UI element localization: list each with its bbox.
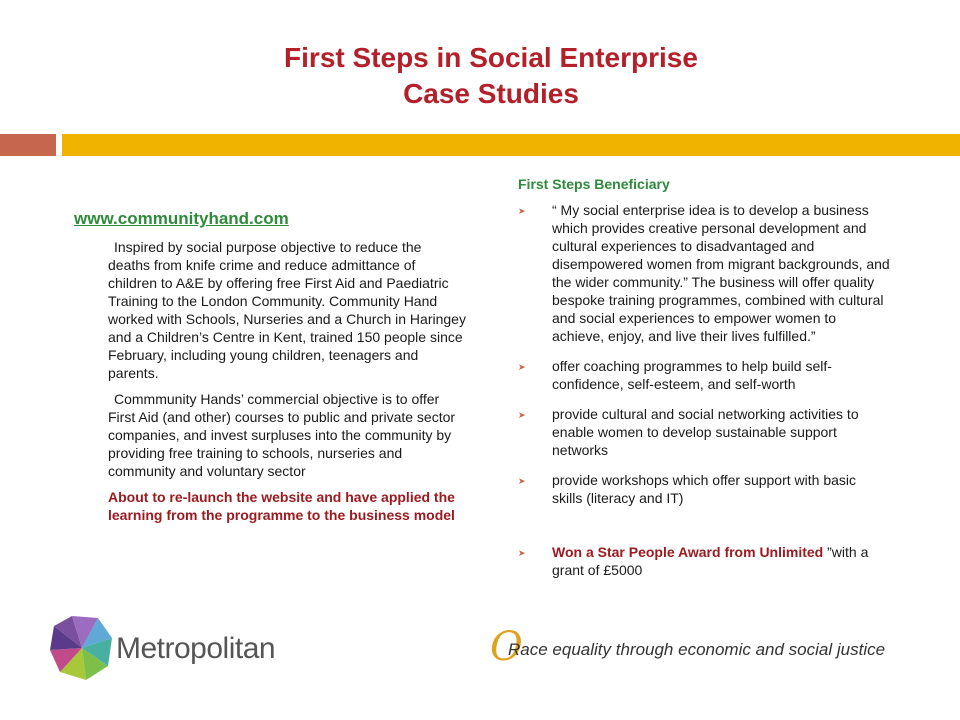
arrow-bullet-icon: ➤ xyxy=(518,362,526,372)
logo-mark: O xyxy=(490,624,523,670)
bullet-text: offer coaching programmes to help build self-confidence, self-esteem, and self-worth xyxy=(552,358,832,392)
website-link[interactable]: www.communityhand.com xyxy=(74,209,289,228)
paragraph-relaunch: About to re-launch the website and have applied the learning from the programme to the business model xyxy=(108,489,455,523)
award-text: Won a Star People Award from Unlimited xyxy=(552,544,824,560)
bullet-text: “ My social enterprise idea is to develop a business which provides creative personal development and cultural experiences to disadvantaged and disempowered women from migrant backgrounds, and the wider community.” The business will offer quality bespoke training programmes, combined with cultural and social experiences to empower women to achieve, enjoy, and live their lives fulfilled.” xyxy=(552,202,890,344)
title-line-2: Case Studies xyxy=(403,78,579,109)
title-line-1: First Steps in Social Enterprise xyxy=(284,42,698,73)
bullet-workshops xyxy=(518,471,890,507)
arrow-bullet-icon: ➤ xyxy=(518,476,526,486)
case-study-left xyxy=(74,210,466,524)
bullet-award xyxy=(518,543,890,579)
logo-slogan: Race equality through economic and social justice xyxy=(508,640,886,659)
race-equality-logo xyxy=(490,624,900,674)
slide-title xyxy=(0,40,960,112)
paragraph-social-purpose: Inspired by social purpose objective to reduce the deaths from knife crime and reduce admittance of children to A&E by offering free First Aid and Paediatric Training to the London Community. Community Hand worked with Schools, Nurseries and a Church in Haringey and a Children’s Centre in Kent, trained 150 people since February, including young children, teenagers and parents. xyxy=(108,239,466,381)
accent-bar-right xyxy=(62,134,960,156)
bullet-networking xyxy=(518,405,890,459)
arrow-bullet-icon: ➤ xyxy=(518,410,526,420)
beneficiary-heading: First Steps Beneficiary xyxy=(518,176,670,192)
bullet-text: provide workshops which offer support with basic skills (literacy and IT) xyxy=(552,472,857,506)
bullet-quote xyxy=(518,201,890,345)
case-study-right xyxy=(518,175,890,591)
bullet-text: provide cultural and social networking activities to enable women to develop sustainable support networks xyxy=(552,406,859,458)
award-grant-text: ”with a grant of £5000 xyxy=(552,544,869,578)
accent-bar-left xyxy=(0,134,56,156)
pinwheel-logo-icon xyxy=(48,612,116,684)
arrow-bullet-icon: ➤ xyxy=(518,206,526,216)
arrow-bullet-icon: ➤ xyxy=(518,548,526,558)
bullet-coaching xyxy=(518,357,890,393)
metropolitan-logo xyxy=(48,612,276,684)
metropolitan-wordmark: Metropolitan xyxy=(116,632,276,665)
paragraph-commercial-objective: Commmunity Hands’ commercial objective is to offer First Aid (and other) courses to public and private sector companies, and invest surpluses into the community by providing free training to schools, nurseries and community and voluntary sector xyxy=(108,391,456,479)
